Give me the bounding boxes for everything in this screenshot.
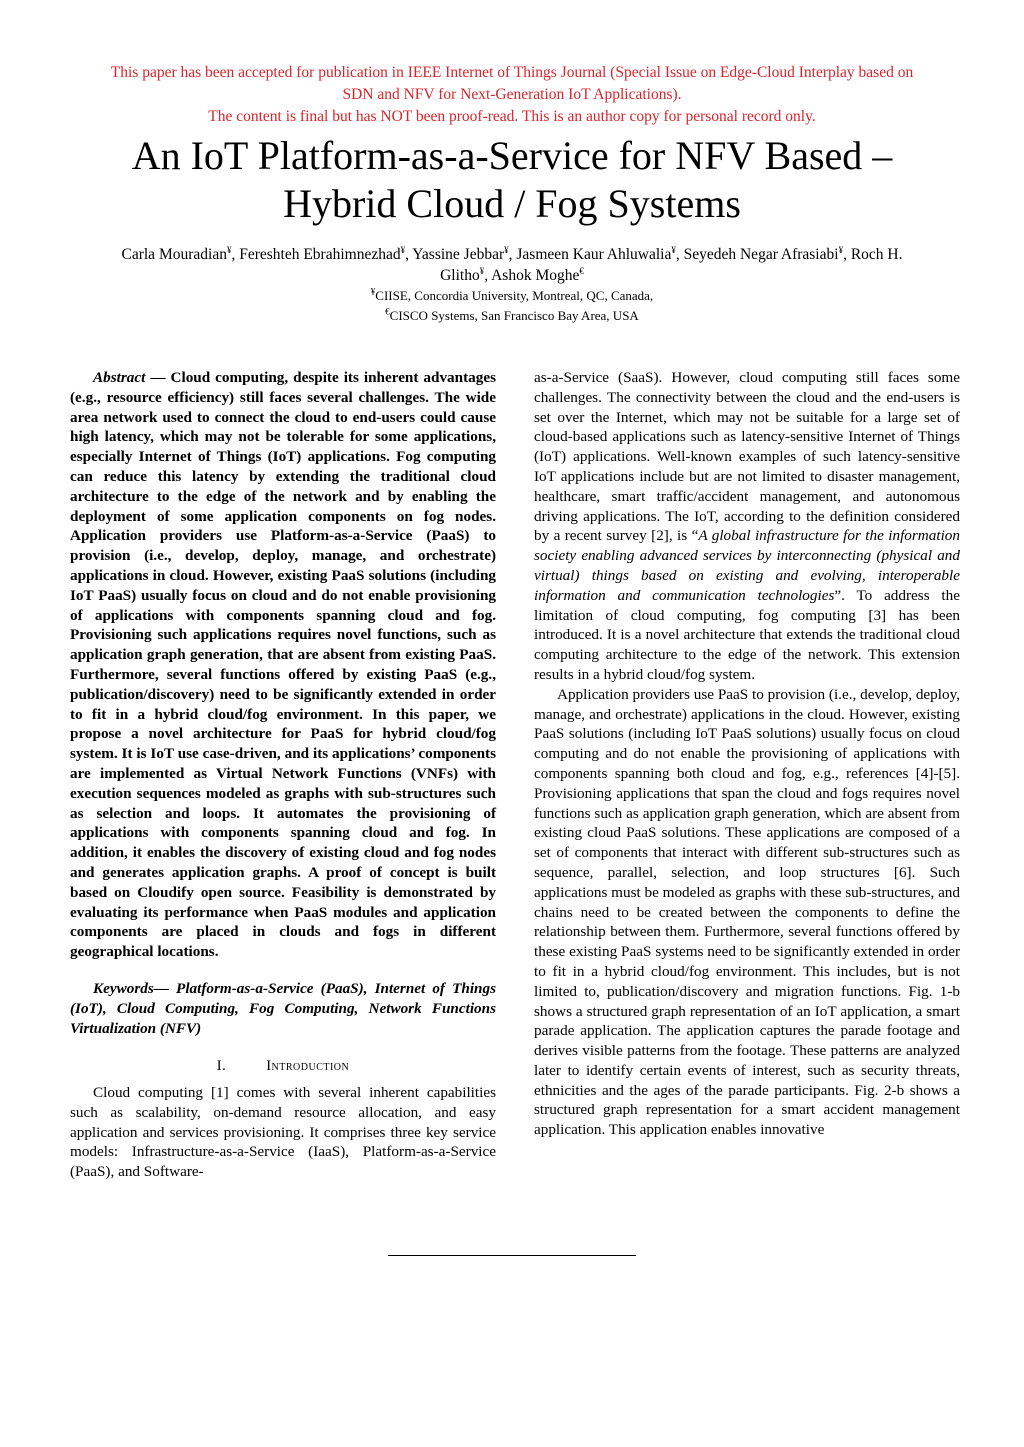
affiliation-mark: ¥ — [370, 286, 376, 297]
title-line-2: Hybrid Cloud / Fog Systems — [283, 181, 741, 226]
affiliation-mark: ¥ — [504, 244, 509, 255]
author-name: , Fereshteh Ebrahimnezhad — [231, 246, 401, 263]
paper-title — [40, 132, 984, 228]
paragraph-text: as-a-Service (SaaS). However, cloud computing still faces some challenges. The connectivity between the cloud and the end-users is set over the Internet, which may not be suitable for a large set of cloud-based applications such as latency-sensitive Internet of Things (IoT) applications. Well-known examples of such latency-sensitive IoT applications include but are not limited to disaster management, healthcare, smart traffic/accident management, and autonomous driving applications. The IoT, according to the definition considered by a recent survey [2], is “ — [534, 369, 960, 545]
title-line-1: An IoT Platform-as-a-Service for NFV Based – — [131, 133, 893, 178]
abstract — [70, 368, 496, 962]
affiliation-mark: ¥ — [400, 244, 406, 255]
author-name: Carla Mouradian — [121, 246, 227, 263]
author-line-1 — [40, 244, 984, 265]
intro-paragraph-2 — [534, 368, 960, 685]
author-name: , Yassine Jebbar — [405, 246, 505, 263]
author-name: , Roch H. — [843, 246, 903, 263]
author-name: , Jasmeen Kaur Ahluwalia — [508, 246, 672, 263]
right-column — [534, 368, 960, 1140]
publication-notice — [40, 62, 984, 128]
affiliation-mark: € — [385, 306, 390, 317]
footnote-divider — [388, 1255, 636, 1256]
notice-line-1: This paper has been accepted for publication in IEEE Internet of Things Journal (Special Issue on Edge-Cloud Interplay based on — [110, 64, 914, 81]
iot-definition-quote: A global infrastructure for the information society enabling advanced services by interconnecting (physical and virtual) things based on existing and evolving, interoperable information and communication technologies — [534, 527, 960, 604]
author-line-2 — [40, 265, 984, 286]
intro-paragraph-1: Cloud computing [1] comes with several inherent capabilities such as scalability, on-demand resource allocation, and easy application and services provisioning. It comprises three key service models: Infrastructure-as-a-Service (IaaS), Platform-as-a-Service (PaaS), and Software- — [70, 1084, 496, 1181]
section-title: Introduction — [266, 1058, 350, 1075]
paragraph-text: ”. To address the limitation of cloud computing, fog computing [3] has been introduced. It is a novel architecture that extends the traditional cloud computing architecture to the edge of the network. This extension results in a hybrid cloud/fog system. — [534, 586, 960, 683]
affiliation-mark: ¥ — [671, 244, 676, 255]
affiliation-mark: ¥ — [838, 244, 844, 255]
affiliation-text: CISCO Systems, San Francisco Bay Area, USA — [389, 308, 639, 323]
affiliation-cisco — [40, 306, 984, 326]
affiliation-mark: ¥ — [226, 244, 232, 255]
affiliation-mark: € — [579, 265, 584, 276]
author-name: , Seyedeh Negar Afrasiabi — [675, 246, 839, 263]
abstract-text: Cloud computing, despite its inherent advantages (e.g., resource efficiency) still faces several challenges. The wide area network used to connect the cloud to end-users could cause high latency, which may not be tolerable for some applications, especially Internet of Things (IoT) applications. Fog computing can reduce this latency by extending the traditional cloud architecture to the edge of the network and by enabling the deployment of some application components on fog nodes. Application providers use Platform-as-a-Service (PaaS) to provision (i.e., develop, deploy, manage, and orchestrate) applications in cloud. However, existing PaaS solutions (including IoT PaaS) usually focus on cloud and do not enable provisioning of applications with components spanning cloud and fog. Provisioning such applications requires novel functions, such as application graph generation, that are absent from existing PaaS. Furthermore, several functions offered by existing PaaS (e.g., publication/discovery) need to be significantly extended in order to fit in a hybrid cloud/fog environment. In this paper, we propose a novel architecture for PaaS for hybrid cloud/fog system. It is IoT use case-driven, and its applications’ components are implemented as Virtual Network Functions (VNFs) with execution sequences modeled as graphs with sub-structures such as selection and loops. It automates the provisioning of applications with components spanning cloud and fog. In addition, it enables the discovery of existing cloud and fog nodes and generates application graphs. A proof of concept is built based on Cloudify open source. Feasibility is demonstrated by evaluating its performance when PaaS modules and application components are placed in clouds and fogs in different geographical locations. — [70, 369, 496, 961]
abstract-dash: — — [145, 369, 171, 386]
section-number: I. — [216, 1058, 227, 1075]
affiliation-mark: ¥ — [479, 265, 485, 276]
intro-paragraph-3: Application providers use PaaS to provision (i.e., develop, deploy, manage, and orchestrate) applications in the cloud. However, existing PaaS solutions (including IoT PaaS solutions) usually focus on cloud computing and do not enable the provisioning of applications with components spanning both cloud and fog, e.g., references [4]-[5]. Provisioning applications that span the cloud and fogs requires novel functions such as application graph generation, which are absent from existing cloud PaaS solutions. These applications are composed of a set of components that interact with different sub-structures such as sequence, parallel, selection, and loop structures [6]. Such applications must be modeled as graphs with these sub-structures, and chains need to be created between the components to define the relationship between them. Furthermore, several functions offered by these existing PaaS systems need to be significantly extended in order to fit in a hybrid cloud/fog environment. This includes, but is not limited to, publication/discovery and migration functions. Fig. 1-b shows a structured graph representation of an IoT application, a smart parade application. The application captures the parade footage and derives visible patterns from the footage. These patterns are analyzed later to identify certain events of interest, such as security threats, ethnicities and the ages of the parade participants. Fig. 2-b shows a structured graph representation for a smart accident management application. This application enables innovative — [534, 685, 960, 1139]
notice-line-2: SDN and NFV for Next-Generation IoT Applications). — [342, 86, 682, 103]
author-name: , Ashok Moghe — [484, 267, 580, 284]
affiliation-text: CIISE, Concordia University, Montreal, QC, Canada, — [375, 288, 654, 303]
author-name: Glitho — [440, 267, 480, 284]
keywords: Keywords— Platform-as-a-Service (PaaS), Internet of Things (IoT), Cloud Computing, Fog Computing, Network Functions Virtualization (NFV) — [70, 979, 496, 1037]
abstract-label: Abstract — [93, 369, 146, 386]
author-block — [40, 244, 984, 326]
left-column — [70, 368, 496, 1182]
section-heading-introduction — [70, 1057, 496, 1077]
affiliation-ciise — [40, 286, 984, 306]
notice-line-3: The content is final but has NOT been proof-read. This is an author copy for personal record only. — [208, 108, 816, 125]
